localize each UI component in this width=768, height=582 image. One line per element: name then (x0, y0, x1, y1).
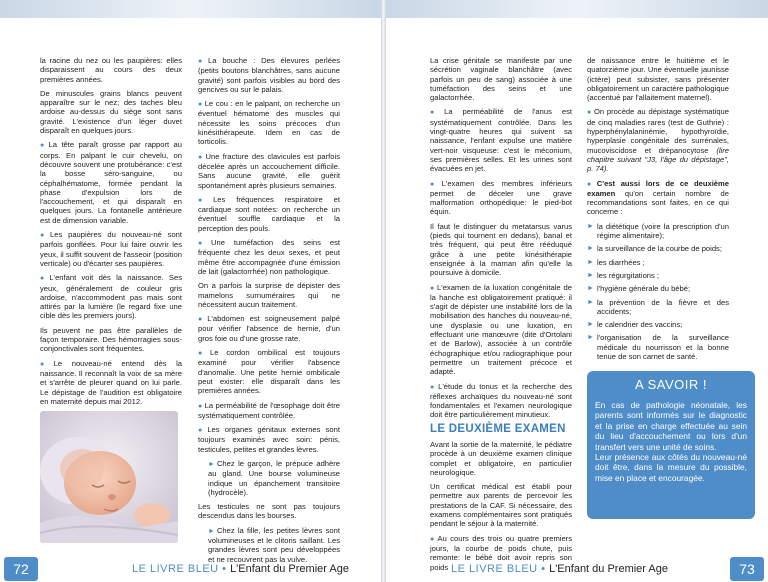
triangle-right-icon: ► (587, 222, 594, 230)
newborn-photo (40, 411, 178, 543)
paragraph: ● L'abdomen est soigneusement palpé pour vérifier l'absence de hernie, d'un gros foie ou d'une grosse rate. (198, 314, 340, 343)
paragraph: de naissance entre le huitième et le quatorzième jour. Une éventuelle jaunisse (ictère) peut subsister, sans présenter obligatoirement un caractère pathologique (accentué par l'allaitement maternel). (587, 56, 729, 103)
list-item: ► le calendrier des vaccins; (587, 320, 683, 330)
bullet-dot-icon: ● (198, 240, 210, 248)
bullet-dot-icon: ● (430, 535, 436, 543)
list-item: ► la diététique (voire la prescription d'un régime alimentaire); (587, 221, 729, 241)
paragraph: ● Les paupières du nouveau-né sont parfois gonflées. Pour lui faire ouvrir les yeux, il suffit souvent de l'asseoir (position verticale) ou d'écarter ses paupières. (40, 230, 182, 268)
a-savoir-title: A SAVOIR ! (635, 377, 707, 392)
bullet-dot-icon: ● (430, 109, 443, 117)
paragraph: ● L'examen de la luxation congénitale de la hanche est obligatoirement pratiqué: il s'agit de dépister une instabilité lors de la mobilisation des hanches du nouveau-né, une dysplasie ou une luxation, en effectuant une manœuvre (dite d'Ortolani et de Barlow), associée à un contrôle échographique et/ou radiographique pour permettre un traitement précoce et adapté. (430, 282, 572, 377)
paragraph: ● Le cou : en le palpant, on recherche un éventuel hématome des muscles qui nécessite les soins précoces d'un kinésithérapeute. Idem en cas de torticolis. (198, 99, 340, 147)
bullet-dot-icon: ● (40, 232, 48, 240)
paragraph: ● L'enfant voit dès la naissance. Ses yeux, généralement de couleur gris ardoise, n'accommodent pas mais sont attirés par la lumière (le regard fixe une cible dès les premiers jours). (40, 273, 182, 321)
list-item: ► les diarrhées ; (587, 257, 645, 267)
paragraph: ● La perméabilité de l'œsophage doit être systématiquement contrôlée. (198, 400, 340, 420)
paragraph: ● L'étude du tonus et la recherche des réflexes archaïques du nouveau-né sont fondamentales et l'examen neurologique doit être particulièrement minutieux. (430, 381, 572, 420)
paragraph: Ils peuvent ne pas être parallèles de façon temporaire. Des hémorragies sous-conjonctivales sont fréquentes. (40, 325, 182, 354)
bullet-dot-icon: ● (40, 142, 47, 150)
bullet-dot-icon: ● (198, 402, 203, 410)
triangle-right-icon: ► (587, 271, 594, 279)
page-number: 72 (4, 557, 38, 581)
right-column-2 (587, 56, 729, 365)
page-number: 73 (730, 557, 764, 581)
paragraph: ● Le nouveau-né entend dès la naissance. Il reconnaît la voix de sa mère et s'arrête de pleurer quand on lui parle. Le dépistage de l'audition est obligatoire en maternité depuis mai 2012. (40, 358, 182, 406)
paragraph: ● Une fracture des clavicules est parfois décelée après un accouchement difficile. Sans aucune gravité, elle guérit spontanément après plusieurs semaines. (198, 151, 341, 190)
recommendations-list (587, 222, 729, 362)
paragraph: ● L'examen des membres inférieurs permet de déceler une grave malformation orthopédique: le pied-bot équin. (430, 178, 572, 217)
left-page (0, 0, 381, 582)
footer-title: LE LIVRE BLEU • L'Enfant du Premier Age (132, 563, 349, 575)
right-footer (386, 556, 768, 582)
list-item: ► la prévention de la fièvre et des accidents; (587, 297, 729, 316)
paragraph: ● Une tuméfaction des seins est fréquente chez les deux sexes, et peut même être accompagnée d'une émission de lait (galactorrhée) non pathologique. (198, 238, 340, 276)
bullet-dot-icon: ● (587, 180, 595, 188)
bullet-dot-icon: ● (198, 350, 209, 358)
paragraph: Les testicules ne sont pas toujours descendus dans les bourses. (198, 502, 340, 521)
left-column-1 (40, 56, 182, 549)
right-column-1 (430, 56, 572, 577)
triangle-right-icon: ► (587, 245, 594, 253)
left-column-2 (198, 56, 340, 569)
paragraph: ● La tête paraît grosse par rapport au corps. En palpant le cuir chevelu, on découvre souvent une protubérance: c'est la bosse séro-sanguine, ou céphalhématome, formée pendant la phase d'expulsion lors de l'accouchement, et qui disparaît en quelques jours. La fontanelle antérieure est de dimension variable. (40, 140, 182, 225)
bullet-dot-icon: ● (40, 360, 52, 368)
list-item: ► les régurgitations ; (587, 270, 660, 280)
bullet-dot-icon: ● (430, 180, 440, 188)
triangle-right-icon: ► (587, 298, 594, 306)
paragraph: De minuscules grains blancs peuvent apparaître sur le nez; des taches bleu ardoise au-dessus du siège sont sans gravité. L'existence d'un léger duvet disparaît en quelques jours. (40, 88, 182, 136)
paragraph: ● Le cordon ombilical est toujours examiné pour vérifier l'absence d'anomalie. Une petite hernie ombilicale peut exister: elle disparaît dans les premières années. (198, 348, 340, 396)
paragraph: La crise génitale se manifeste par une sécrétion vaginale blanchâtre (avec parfois un peu de sang) associée à une tuméfaction des seins et une galactorrhée. (430, 56, 572, 103)
paragraph: ● Les fréquences respiratoire et cardiaque sont notées: on recherche un éventuel souffle cardiaque et la perception des pouls. (198, 194, 340, 233)
paragraph: ● On procède au dépistage systématique de cinq maladies rares (test de Guthrie) : hyperphénylalaninémie, hypothyroïdie, hyperplasie congénitale des surrénales, mucoviscidose et drépanocytose (lire chapitre suivant "J3, l'âge du dépistage", p. 74). (587, 107, 729, 174)
footer-title: LE LIVRE BLEU • L'Enfant du Premier Age (451, 563, 668, 575)
paragraph: Avant la sortie de la maternité, le pédiatre procède à un deuxième examen clinique complet et obligatoire, en particulier neurologique. (430, 439, 572, 477)
triangle-right-icon: ► (208, 527, 215, 535)
a-savoir-box (587, 371, 755, 519)
triangle-right-icon: ► (587, 258, 594, 266)
bullet-dot-icon: ● (198, 196, 212, 204)
paragraph: ● La perméabilité de l'anus est systématiquement contrôlée. Dans les vingt-quatre heures qui suivent sa naissance, l'enfant expulse une matière vert-noir visqueuse: c'est le méconium, ses premières selles. Et les urines sont évacuées en jet. (430, 107, 572, 174)
paragraph: Un certificat médical est établi pour permettre aux parents de percevoir les prestations de la CAF. Si nécessaire, des examens complémentaires sont pratiqués pendant le séjour à la maternité. (430, 482, 572, 529)
bullet-dot-icon: ● (40, 275, 48, 283)
paragraph: ● Au cours des trois ou quatre premiers jours, la courbe de poids chute, puis remonte: le bébé doit avoir repris son poids (430, 533, 573, 572)
paragraph: On a parfois la surprise de dépister des mamelons surnuméraires qui ne nécessitent aucun traitement. (198, 281, 340, 309)
bullet-dot-icon: ● (587, 109, 592, 117)
paragraph: la racine du nez ou les paupières: elles disparaissent au cours des deux premières années. (40, 56, 182, 84)
paragraph: ► Chez la fille, les petites lèvres sont volumineuses et le clitoris saillant. Les grandes lèvres sont peu développées et ne recouvrent pas la vulve. (208, 525, 340, 564)
bullet-dot-icon: ● (198, 58, 206, 65)
a-savoir-text: Leur présence aux côtés du nouveau-né doit être, dans la mesure du possible, mise en place et encouragée. (595, 452, 747, 483)
list-item: ► l'organisation de la surveillance médicale du nourrisson et la bonne tenue de son carnet de santé. (587, 333, 729, 362)
bullet-dot-icon: ● (198, 153, 204, 161)
bullet-dot-icon: ● (430, 383, 437, 391)
sleeping-baby-illustration (40, 411, 178, 543)
bullet-dot-icon: ● (198, 316, 206, 324)
triangle-right-icon: ► (208, 460, 215, 468)
bullet-dot-icon: ● (198, 427, 206, 435)
a-savoir-text: En cas de pathologie néonatale, les parents sont informés sur le diagnostic et la prise en charge effectuée au sein du lieu d'accouchement ou lors d'un transfert vers une unité de soins. (595, 400, 747, 452)
paragraph: ► Chez le garçon, le prépuce adhère au gland. Une bourse volumineuse indique un épanchement transitoire (hydrocèle). (208, 458, 340, 497)
list-item: ► la surveillance de la courbe de poids; (587, 244, 722, 254)
bullet-dot-icon: ● (198, 101, 203, 109)
triangle-right-icon: ► (587, 321, 594, 329)
section-heading: LE DEUXIÈME EXAMEN (430, 422, 566, 435)
list-item: ► l'hygiène générale du bébé; (587, 284, 691, 294)
top-band (386, 0, 768, 18)
paragraph: ● La bouche : Des élevures perlées (petits boutons blanchâtres, sans aucune gravité) sont parfois visibles au bord des gencives ou sur le palais. (198, 56, 340, 94)
left-footer (0, 556, 381, 582)
triangle-right-icon: ► (587, 285, 594, 293)
paragraph: ● Les organes génitaux externes sont toujours examinés avec soin: pénis, testicules, petites et grandes lèvres. (198, 425, 340, 454)
top-band (0, 0, 381, 18)
triangle-right-icon: ► (587, 334, 594, 342)
paragraph: Il faut le distinguer du metatarsus varus (pieds qui tournent en dedans), banal et très fréquent, qui peut être rééduqué grâce à une petite kinésithérapie enseignée à la maman afin qu'elle la poursuive à domicile. (430, 221, 572, 278)
paragraph: ● C'est aussi lors de ce deuxième examen qu'on certain nombre de recommandations sont faites, en ce qui concerne : (587, 178, 730, 217)
bullet-dot-icon: ● (430, 284, 436, 292)
